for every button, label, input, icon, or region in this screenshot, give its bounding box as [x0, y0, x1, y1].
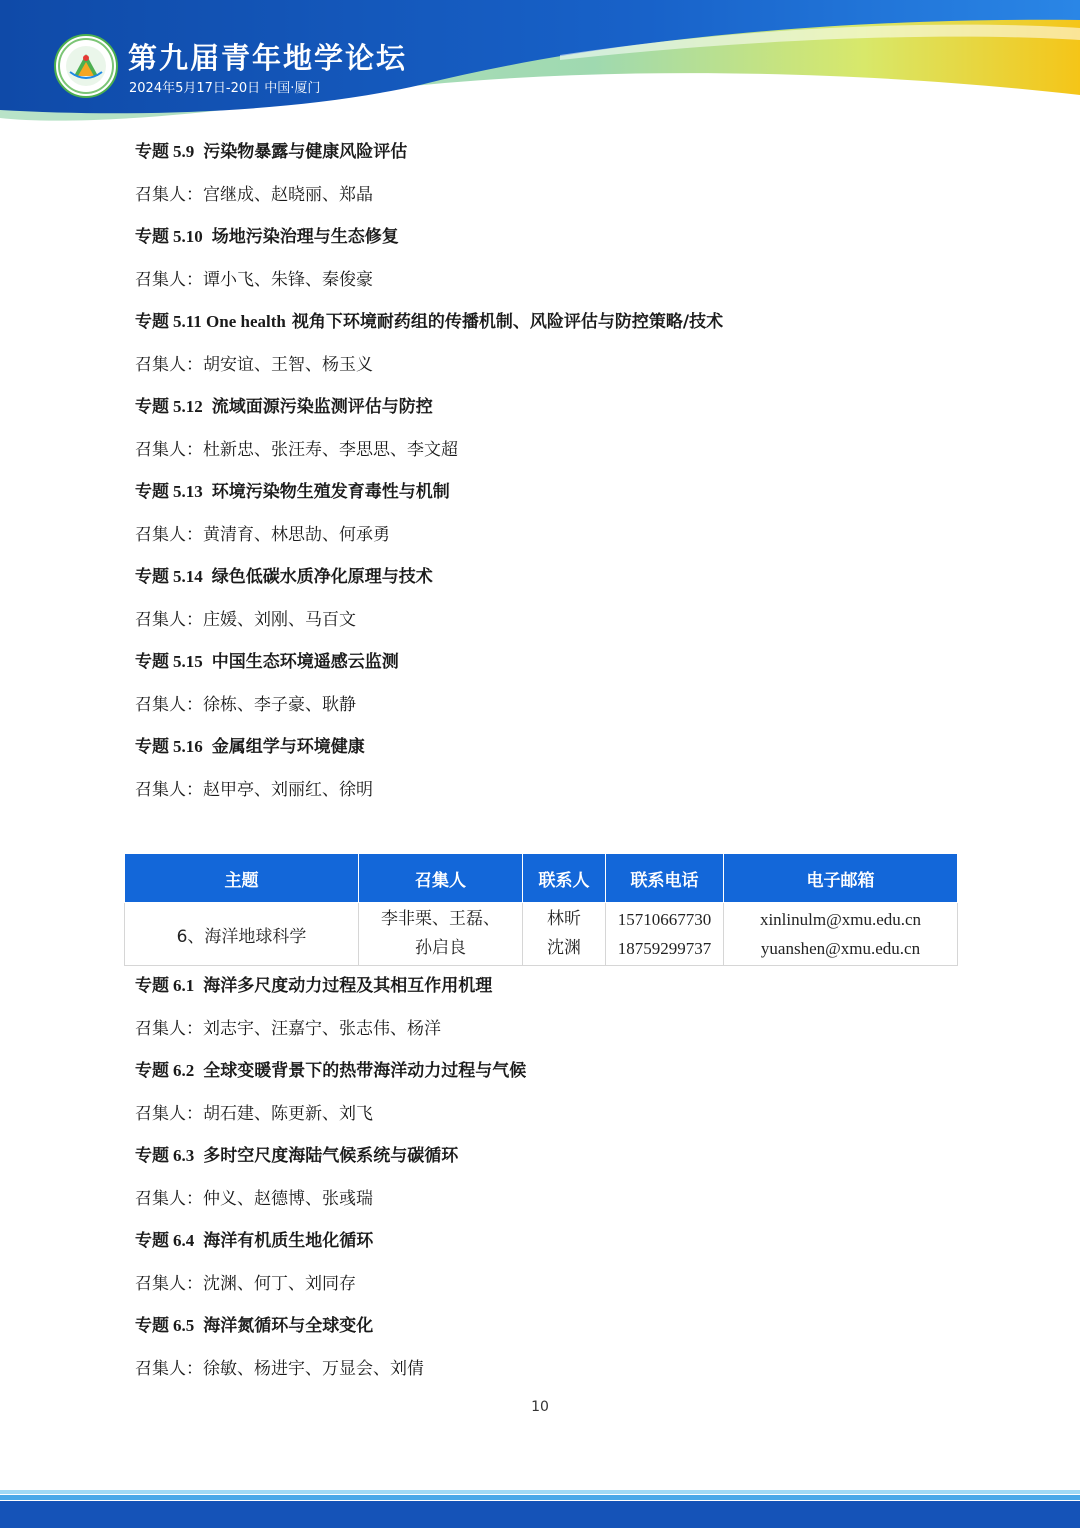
table-header-email: 电子邮箱	[724, 854, 958, 903]
topic-title: 专题 5.15 中国生态环境遥感云监测	[135, 652, 399, 672]
topic-conveners: 召集人：沈渊、何丁、刘同存	[135, 1274, 356, 1294]
topic-title: 专题 6.4 海洋有机质生地化循环	[135, 1231, 374, 1251]
topic-item	[135, 562, 1015, 647]
topic-conveners: 召集人：刘志宇、汪嘉宁、张志伟、杨洋	[135, 1019, 441, 1039]
topic-item	[135, 647, 1015, 732]
topic-conveners: 召集人：仲义、赵德博、张彧瑞	[135, 1189, 373, 1209]
topic-conveners: 召集人：胡石建、陈更新、刘飞	[135, 1104, 373, 1124]
topic-item	[135, 222, 1015, 307]
topic-item	[135, 137, 1015, 222]
table-header-contact: 联系人	[523, 854, 606, 903]
topic-title: 专题 5.9 污染物暴露与健康风险评估	[135, 142, 408, 162]
topic-conveners: 召集人：谭小飞、朱锋、秦俊豪	[135, 270, 373, 290]
table-cell-theme: 6、海洋地球科学	[125, 903, 359, 966]
topic-conveners: 召集人：杜新忠、张汪寿、李思思、李文超	[135, 440, 458, 460]
topic-title: 专题 5.11 One health 视角下环境耐药组的传播机制、风险评估与防控策略/技术	[135, 312, 724, 332]
conference-title: 第九届青年地学论坛	[128, 41, 408, 75]
topic-item	[135, 971, 1015, 1056]
topic-list-section-6	[135, 971, 1015, 1396]
topic-conveners: 召集人：庄媛、刘刚、马百文	[135, 610, 356, 630]
topic-item	[135, 477, 1015, 562]
table-row	[125, 903, 958, 966]
topic-conveners: 召集人：黄清育、林思劼、何承勇	[135, 525, 390, 545]
topic-title: 专题 5.10 场地污染治理与生态修复	[135, 227, 399, 247]
conference-logo-icon	[54, 34, 118, 98]
topic-title: 专题 5.16 金属组学与环境健康	[135, 737, 365, 757]
table-cell-contacts: 林昕 沈渊	[523, 903, 606, 966]
table-header-conveners: 召集人	[359, 854, 523, 903]
contact-table	[124, 853, 958, 966]
topic-item	[135, 1141, 1015, 1226]
topic-title: 专题 5.12 流域面源污染监测评估与防控	[135, 397, 433, 417]
topic-item	[135, 1056, 1015, 1141]
email-link[interactable]: yuanshen@xmu.edu.cn	[760, 939, 921, 958]
table-header-row	[125, 854, 958, 903]
topic-conveners: 召集人：徐栋、李子豪、耿静	[135, 695, 356, 715]
topic-title: 专题 5.13 环境污染物生殖发育毒性与机制	[135, 482, 450, 502]
topic-item	[135, 732, 1015, 817]
table-cell-conveners: 李非栗、王磊、 孙启良	[359, 903, 523, 966]
topic-conveners: 召集人：宫继成、赵晓丽、郑晶	[135, 185, 373, 205]
topic-list-section-5	[135, 137, 1015, 817]
page-header	[0, 0, 1080, 125]
page-footer	[0, 1490, 1080, 1528]
topic-title: 专题 6.2 全球变暖背景下的热带海洋动力过程与气候	[135, 1061, 527, 1081]
topic-item	[135, 307, 1015, 392]
topic-item	[135, 1226, 1015, 1311]
topic-title: 专题 6.3 多时空尺度海陆气候系统与碳循环	[135, 1146, 459, 1166]
topic-title: 专题 6.1 海洋多尺度动力过程及其相互作用机理	[135, 976, 493, 996]
topic-conveners: 召集人：徐敏、杨进宇、万显会、刘倩	[135, 1359, 424, 1379]
table-cell-emails[interactable]	[724, 903, 958, 966]
page-number: 10	[531, 1399, 549, 1415]
topic-item	[135, 392, 1015, 477]
table-cell-phones: 15710667730 18759299737	[606, 903, 724, 966]
email-link[interactable]: xinlinulm@xmu.edu.cn	[759, 910, 922, 929]
footer-stripes	[0, 1490, 1080, 1528]
topic-conveners: 召集人：赵甲亭、刘丽红、徐明	[135, 780, 373, 800]
topic-conveners: 召集人：胡安谊、王智、杨玉义	[135, 355, 373, 375]
topic-item	[135, 1311, 1015, 1396]
topic-title: 专题 5.14 绿色低碳水质净化原理与技术	[135, 567, 433, 587]
topic-title: 专题 6.5 海洋氮循环与全球变化	[135, 1316, 374, 1336]
conference-date: 2024年5月17日-20日 中国·厦门	[129, 81, 321, 96]
table-header-phone: 联系电话	[606, 854, 724, 903]
table-header-theme: 主题	[125, 854, 359, 903]
